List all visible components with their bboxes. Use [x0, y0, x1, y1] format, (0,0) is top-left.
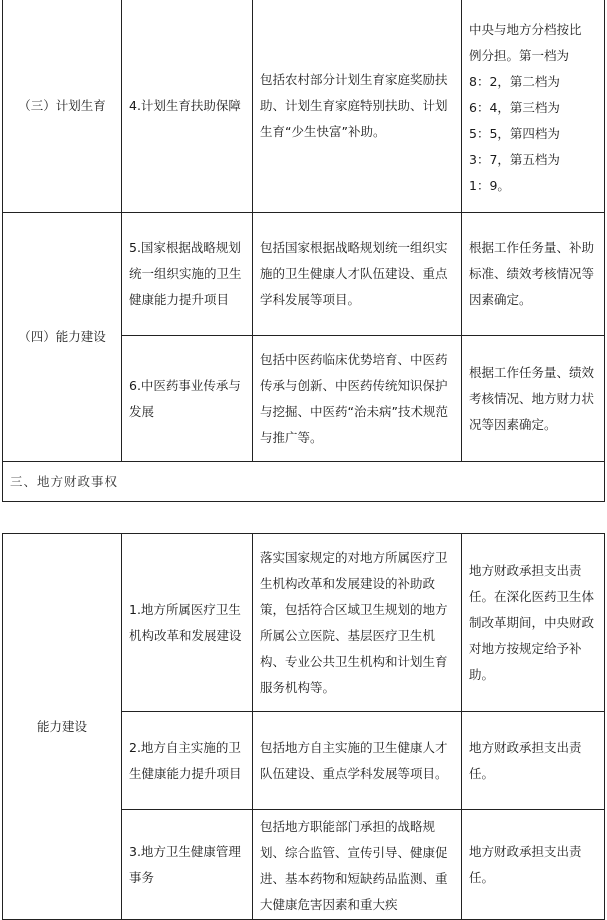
allocation-line: 5：5，第四档为 [469, 125, 560, 141]
scope-cell: 落实国家规定的对地方所属医疗卫生机构改革和发展建设的补助政策，包括符合区域卫生规划的地方所属公立医院、基层医疗卫生机构、专业公共卫生机构和计划生育服务机构等。 [253, 534, 462, 712]
allocation-cell: 地方财政承担支出责任。 [462, 712, 605, 810]
allocation-line: 6：4，第三档为 [469, 99, 560, 115]
allocation-line: 1：9。 [469, 177, 510, 193]
scope-cell: 包括国家根据战略规划统一组织实施的卫生健康人才队伍建设、重点学科发展等项目。 [253, 213, 462, 336]
allocation-line: 例分担。第一档为 [469, 47, 570, 63]
item-cell: 3.地方卫生健康管理事务 [122, 810, 253, 920]
allocation-cell: 地方财政承担支出责任。在深化医药卫生体制改革期间，中央财政对地方按规定给予补助。 [462, 534, 605, 712]
allocation-cell: 根据工作任务量、绩效考核情况、地方财力状况等因素确定。 [462, 336, 605, 462]
scope-cell: 包括中医药临床优势培育、中医药传承与创新、中医药传统知识保护与挖掘、中医药“治未病”技术规范与推广等。 [253, 336, 462, 462]
responsibility-table [2, 0, 605, 920]
item-cell: 4.计划生育扶助保障 [122, 0, 253, 213]
item-cell: 6.中医药事业传承与发展 [122, 336, 253, 462]
table-row [3, 534, 605, 712]
spacer-row [3, 502, 605, 534]
section-title: 三、地方财政事权 [3, 462, 605, 502]
item-cell: 1.地方所属医疗卫生机构改革和发展建设 [122, 534, 253, 712]
category-cell: 能力建设 [3, 534, 122, 920]
item-cell: 5.国家根据战略规划统一组织实施的卫生健康能力提升项目 [122, 213, 253, 336]
spacer-cell [3, 502, 605, 534]
scope-cell: 包括地方自主实施的卫生健康人才队伍建设、重点学科发展等项目。 [253, 712, 462, 810]
scope-cell: 包括农村部分计划生育家庭奖励扶助、计划生育家庭特别扶助、计划生育“少生快富”补助。 [253, 0, 462, 213]
allocation-line: 3：7，第五档为 [469, 151, 560, 167]
table-row [3, 213, 605, 336]
allocation-cell [462, 0, 605, 213]
category-cell: （三）计划生育 [3, 0, 122, 213]
table-row [3, 0, 605, 213]
scope-cell: 包括地方职能部门承担的战略规划、综合监管、宣传引导、健康促进、基本药物和短缺药品监测、重大健康危害因素和重大疾 [253, 810, 462, 920]
allocation-line: 8：2，第二档为 [469, 73, 560, 89]
item-cell: 2.地方自主实施的卫生健康能力提升项目 [122, 712, 253, 810]
allocation-cell: 地方财政承担支出责任。 [462, 810, 605, 920]
section-title-row [3, 462, 605, 502]
category-cell: （四）能力建设 [3, 213, 122, 462]
allocation-cell: 根据工作任务量、补助标准、绩效考核情况等因素确定。 [462, 213, 605, 336]
allocation-line: 中央与地方分档按比 [469, 21, 582, 37]
